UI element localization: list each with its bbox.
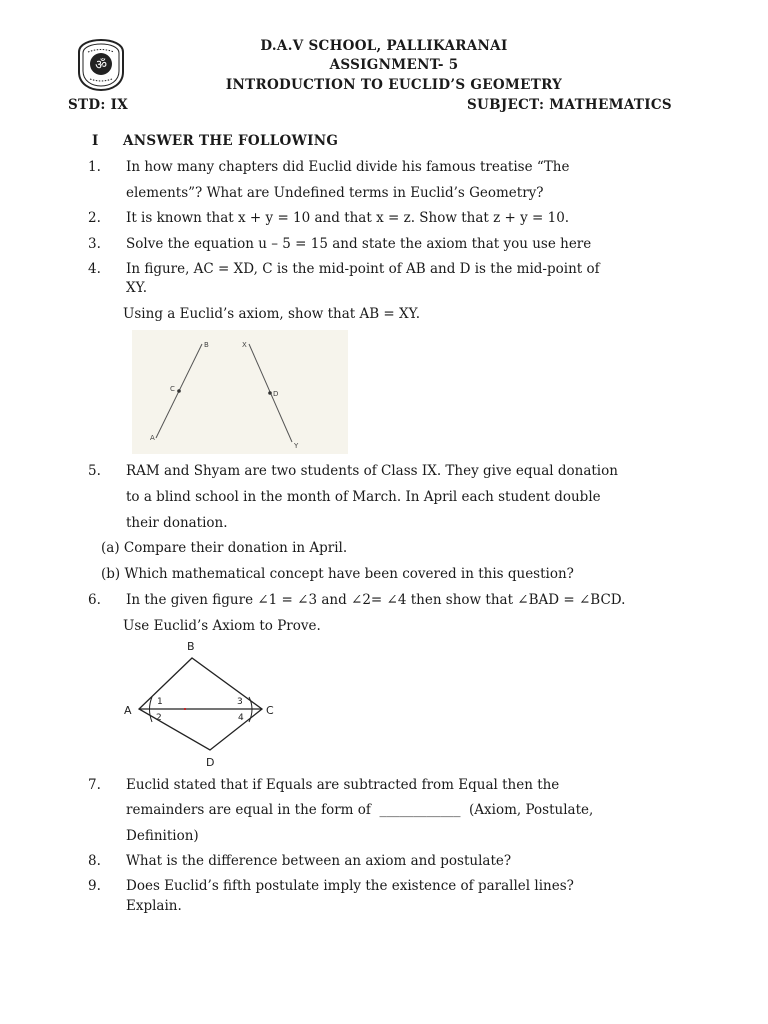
- label-d: D: [273, 390, 279, 398]
- label-a: A: [150, 434, 155, 442]
- question-text: In how many chapters did Euclid divide his famous treatise “The: [126, 159, 570, 175]
- point-c: [177, 389, 181, 393]
- question-text: to a blind school in the month of March. In April each student double: [126, 489, 601, 505]
- figure-quadrilateral-abcd: [122, 638, 282, 772]
- question-number: 3.: [88, 236, 101, 252]
- label-x: X: [242, 341, 247, 349]
- label-d: D: [206, 756, 215, 769]
- question-text: Using a Euclid’s axiom, show that AB = XY.: [123, 306, 421, 322]
- question-text: What is the difference between an axiom and postulate?: [126, 853, 512, 869]
- sub-question: (b) Which mathematical concept have been covered in this question?: [101, 566, 574, 582]
- question-number: 9.: [88, 878, 101, 894]
- figure-lines-ab-xy: [132, 330, 348, 454]
- label-b: B: [204, 341, 209, 349]
- angle-1: 1: [157, 697, 163, 707]
- school-name: D.A.V SCHOOL, PALLIKARANAI: [260, 38, 508, 54]
- question-text: Euclid stated that if Equals are subtracted from Equal then the: [126, 777, 560, 793]
- question-text: their donation.: [126, 515, 228, 531]
- question-text: In figure, AC = XD, C is the mid-point of AB and D is the mid-point of: [126, 261, 600, 277]
- assignment-title: ASSIGNMENT- 5: [329, 57, 459, 73]
- question-text: remainders are equal in the form of ____________ (Axiom, Postulate,: [126, 802, 594, 818]
- question-number: 1.: [88, 159, 101, 175]
- question-text: XY.: [126, 280, 148, 296]
- question-text: Definition): [126, 828, 199, 844]
- question-text: Does Euclid’s fifth postulate imply the existence of parallel lines?: [126, 878, 574, 894]
- point-d: [268, 391, 272, 395]
- label-a: A: [124, 704, 132, 717]
- question-text: Explain.: [126, 898, 182, 914]
- sub-question: (a) Compare their donation in April.: [101, 540, 348, 556]
- section-numeral: I: [92, 133, 99, 149]
- question-number: 5.: [88, 463, 101, 479]
- angle-4: 4: [238, 713, 244, 723]
- question-number: 6.: [88, 592, 101, 608]
- question-text: RAM and Shyam are two students of Class IX. They give equal donation: [126, 463, 618, 479]
- question-text: Solve the equation u – 5 = 15 and state the axiom that you use here: [126, 236, 592, 252]
- section-title: ANSWER THE FOLLOWING: [123, 133, 339, 149]
- question-text: Use Euclid’s Axiom to Prove.: [123, 618, 321, 634]
- question-number: 2.: [88, 210, 101, 226]
- label-c: C: [266, 704, 274, 717]
- topic-title: INTRODUCTION TO EUCLID’S GEOMETRY: [225, 77, 563, 93]
- label-c: C: [170, 385, 175, 393]
- label-b: B: [187, 640, 195, 653]
- angle-3: 3: [237, 697, 243, 707]
- question-text: It is known that x + y = 10 and that x = z. Show that z + y = 10.: [126, 210, 570, 226]
- question-number: 7.: [88, 777, 101, 793]
- question-number: 8.: [88, 853, 101, 869]
- question-number: 4.: [88, 261, 101, 277]
- angle-2: 2: [156, 713, 162, 723]
- subject-label: SUBJECT: MATHEMATICS: [467, 97, 672, 113]
- std-label: STD: IX: [68, 97, 129, 113]
- question-text: elements”? What are Undefined terms in Euclid’s Geometry?: [126, 185, 544, 201]
- question-text: In the given figure ∠1 = ∠3 and ∠2= ∠4 then show that ∠BAD = ∠BCD.: [126, 592, 626, 608]
- label-y: Y: [294, 442, 299, 450]
- svg-text:ॐ: ॐ: [95, 58, 107, 73]
